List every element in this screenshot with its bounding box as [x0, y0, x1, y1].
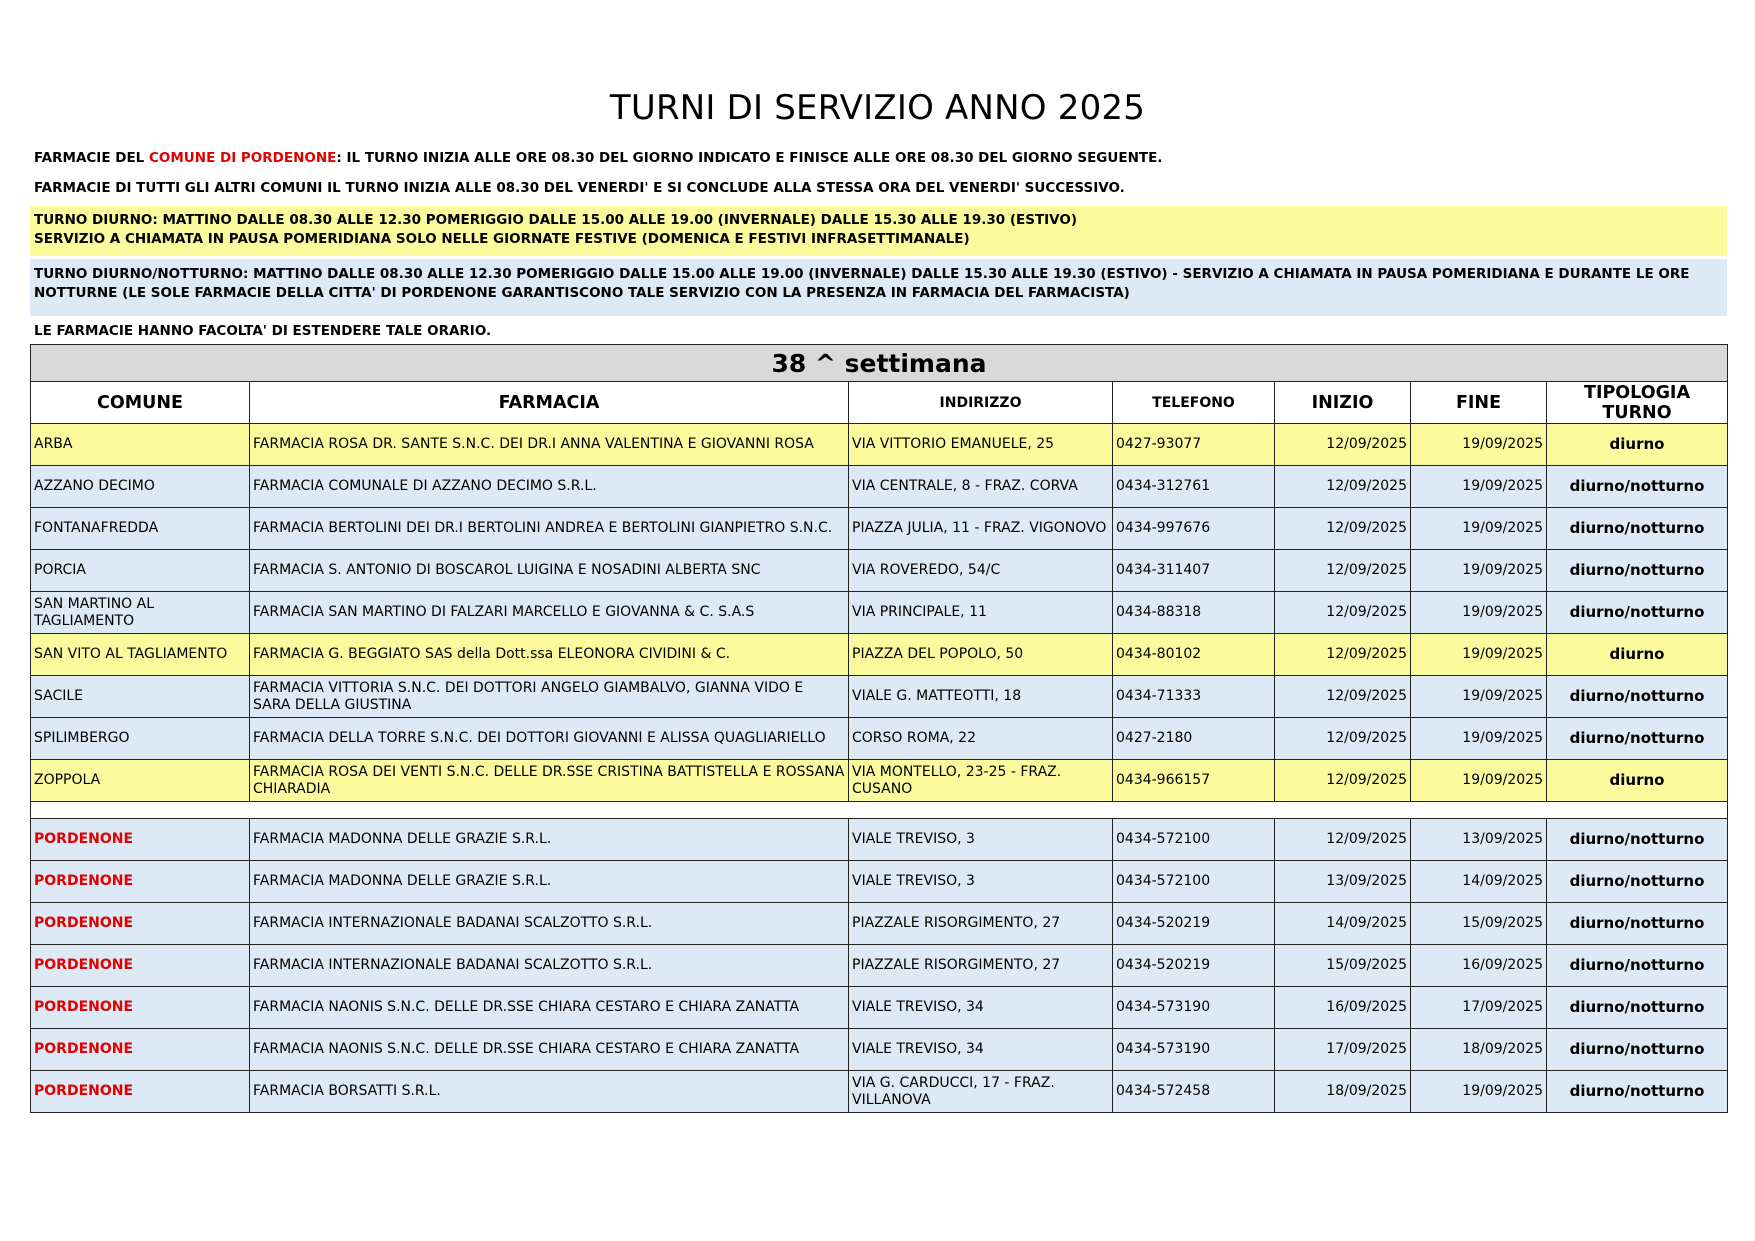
- table-row: [31, 634, 1728, 676]
- cell-tipologia: diurno/notturno: [1547, 592, 1728, 634]
- cell-farmacia: FARMACIA VITTORIA S.N.C. DEI DOTTORI ANGELO GIAMBALVO, GIANNA VIDO E SARA DELLA GIUSTINA: [250, 676, 849, 718]
- header-tipologia: TIPOLOGIA TURNO: [1547, 382, 1728, 424]
- cell-comune: SACILE: [31, 676, 250, 718]
- header-telefono: TELEFONO: [1113, 382, 1275, 424]
- cell-tipologia: diurno/notturno: [1547, 987, 1728, 1029]
- cell-fine: 14/09/2025: [1411, 861, 1547, 903]
- cell-tipologia: diurno: [1547, 634, 1728, 676]
- table-row: [31, 760, 1728, 802]
- cell-telefono: 0434-80102: [1113, 634, 1275, 676]
- cell-indirizzo: PIAZZALE RISORGIMENTO, 27: [849, 903, 1113, 945]
- cell-comune: PORDENONE: [31, 1029, 250, 1071]
- cell-indirizzo: PIAZZA DEL POPOLO, 50: [849, 634, 1113, 676]
- cell-tipologia: diurno/notturno: [1547, 466, 1728, 508]
- cell-tipologia: diurno/notturno: [1547, 1071, 1728, 1113]
- cell-indirizzo: VIA CENTRALE, 8 - FRAZ. CORVA: [849, 466, 1113, 508]
- cell-tipologia: diurno/notturno: [1547, 508, 1728, 550]
- cell-telefono: 0427-2180: [1113, 718, 1275, 760]
- cell-telefono: 0434-572458: [1113, 1071, 1275, 1113]
- cell-fine: 16/09/2025: [1411, 945, 1547, 987]
- table-row: [31, 1029, 1728, 1071]
- cell-comune: ZOPPOLA: [31, 760, 250, 802]
- cell-farmacia: FARMACIA SAN MARTINO DI FALZARI MARCELLO E GIOVANNA & C. S.A.S: [250, 592, 849, 634]
- cell-telefono: 0427-93077: [1113, 424, 1275, 466]
- cell-telefono: 0434-520219: [1113, 945, 1275, 987]
- cell-telefono: 0434-997676: [1113, 508, 1275, 550]
- cell-comune: ARBA: [31, 424, 250, 466]
- cell-telefono: 0434-88318: [1113, 592, 1275, 634]
- cell-indirizzo: VIA VITTORIO EMANUELE, 25: [849, 424, 1113, 466]
- cell-indirizzo: VIA PRINCIPALE, 11: [849, 592, 1113, 634]
- note-suffix: : IL TURNO INIZIA ALLE ORE 08.30 DEL GIORNO INDICATO E FINISCE ALLE ORE 08.30 DEL GIORNO SEGUENTE.: [336, 150, 1163, 166]
- cell-fine: 19/09/2025: [1411, 508, 1547, 550]
- cell-fine: 19/09/2025: [1411, 718, 1547, 760]
- note-turno-notturno: TURNO DIURNO/NOTTURNO: MATTINO DALLE 08.30 ALLE 12.30 POMERIGGIO DALLE 15.00 ALLE 19.00 (INVERNALE) DALLE 15.30 ALLE 19.30 (ESTIVO) - SERVIZIO A CHIAMATA IN PAUSA POMERIDIANA E DURANTE LE ORE NOTTURNE (LE SOLE FARMACIE DELLA CITTA' DI PORDENONE GARANTISCONO TALE SERVIZIO CON LA PRESENZA IN FARMACIA DEL FARMACISTA): [30, 259, 1727, 316]
- cell-telefono: 0434-572100: [1113, 819, 1275, 861]
- cell-indirizzo: VIALE G. MATTEOTTI, 18: [849, 676, 1113, 718]
- cell-indirizzo: VIA G. CARDUCCI, 17 - FRAZ. VILLANOVA: [849, 1071, 1113, 1113]
- cell-inizio: 12/09/2025: [1275, 550, 1411, 592]
- cell-indirizzo: VIALE TREVISO, 34: [849, 987, 1113, 1029]
- table-row: [31, 508, 1728, 550]
- cell-farmacia: FARMACIA DELLA TORRE S.N.C. DEI DOTTORI GIOVANNI E ALISSA QUAGLIARIELLO: [250, 718, 849, 760]
- cell-fine: 19/09/2025: [1411, 1071, 1547, 1113]
- cell-inizio: 12/09/2025: [1275, 466, 1411, 508]
- cell-tipologia: diurno/notturno: [1547, 819, 1728, 861]
- cell-fine: 19/09/2025: [1411, 760, 1547, 802]
- cell-inizio: 12/09/2025: [1275, 676, 1411, 718]
- cell-farmacia: FARMACIA BORSATTI S.R.L.: [250, 1071, 849, 1113]
- cell-comune: PORDENONE: [31, 987, 250, 1029]
- cell-tipologia: diurno/notturno: [1547, 1029, 1728, 1071]
- cell-comune: PORDENONE: [31, 945, 250, 987]
- cell-farmacia: FARMACIA MADONNA DELLE GRAZIE S.R.L.: [250, 819, 849, 861]
- cell-comune: AZZANO DECIMO: [31, 466, 250, 508]
- cell-farmacia: FARMACIA ROSA DEI VENTI S.N.C. DELLE DR.SSE CRISTINA BATTISTELLA E ROSSANA CHIARADIA: [250, 760, 849, 802]
- cell-indirizzo: VIA ROVEREDO, 54/C: [849, 550, 1113, 592]
- cell-comune: PORDENONE: [31, 903, 250, 945]
- cell-telefono: 0434-311407: [1113, 550, 1275, 592]
- cell-inizio: 12/09/2025: [1275, 508, 1411, 550]
- note-diurno-servizio: SERVIZIO A CHIAMATA IN PAUSA POMERIDIANA SOLO NELLE GIORNATE FESTIVE (DOMENICA E FESTIVI INFRASETTIMANALE): [34, 231, 970, 247]
- cell-telefono: 0434-312761: [1113, 466, 1275, 508]
- cell-farmacia: FARMACIA G. BEGGIATO SAS della Dott.ssa ELEONORA CIVIDINI & C.: [250, 634, 849, 676]
- cell-tipologia: diurno/notturno: [1547, 861, 1728, 903]
- cell-comune: SAN VITO AL TAGLIAMENTO: [31, 634, 250, 676]
- note-altri-comuni: FARMACIE DI TUTTI GLI ALTRI COMUNI IL TURNO INIZIA ALLE 08.30 DEL VENERDI' E SI CONCLUDE ALLA STESSA ORA DEL VENERDI' SUCCESSIVO.: [34, 180, 1125, 196]
- cell-indirizzo: VIALE TREVISO, 3: [849, 861, 1113, 903]
- header-indirizzo: INDIRIZZO: [849, 382, 1113, 424]
- cell-comune: FONTANAFREDDA: [31, 508, 250, 550]
- cell-tipologia: diurno/notturno: [1547, 676, 1728, 718]
- table-row: [31, 466, 1728, 508]
- cell-comune: SAN MARTINO AL TAGLIAMENTO: [31, 592, 250, 634]
- page-title: TURNI DI SERVIZIO ANNO 2025: [609, 88, 1146, 128]
- cell-inizio: 12/09/2025: [1275, 819, 1411, 861]
- header-comune: COMUNE: [31, 382, 250, 424]
- cell-inizio: 14/09/2025: [1275, 903, 1411, 945]
- cell-farmacia: FARMACIA BERTOLINI DEI DR.I BERTOLINI ANDREA E BERTOLINI GIANPIETRO S.N.C.: [250, 508, 849, 550]
- cell-fine: 19/09/2025: [1411, 424, 1547, 466]
- cell-fine: 19/09/2025: [1411, 466, 1547, 508]
- cell-farmacia: FARMACIA COMUNALE DI AZZANO DECIMO S.R.L.: [250, 466, 849, 508]
- cell-farmacia: FARMACIA MADONNA DELLE GRAZIE S.R.L.: [250, 861, 849, 903]
- cell-tipologia: diurno/notturno: [1547, 903, 1728, 945]
- cell-comune: PORDENONE: [31, 861, 250, 903]
- cell-inizio: 13/09/2025: [1275, 861, 1411, 903]
- week-header-row: [31, 345, 1728, 382]
- cell-comune: PORDENONE: [31, 819, 250, 861]
- turni-table-body: [31, 424, 1728, 1113]
- spacer-cell: [31, 802, 1728, 819]
- cell-inizio: 15/09/2025: [1275, 945, 1411, 987]
- cell-fine: 19/09/2025: [1411, 676, 1547, 718]
- note-prefix: FARMACIE DEL: [34, 150, 149, 166]
- cell-telefono: 0434-71333: [1113, 676, 1275, 718]
- cell-comune: PORCIA: [31, 550, 250, 592]
- column-header-row: [31, 382, 1728, 424]
- table-row: [31, 945, 1728, 987]
- table-row: [31, 987, 1728, 1029]
- cell-indirizzo: PIAZZALE RISORGIMENTO, 27: [849, 945, 1113, 987]
- cell-farmacia: FARMACIA NAONIS S.N.C. DELLE DR.SSE CHIARA CESTARO E CHIARA ZANATTA: [250, 1029, 849, 1071]
- cell-telefono: 0434-520219: [1113, 903, 1275, 945]
- header-inizio: INIZIO: [1275, 382, 1411, 424]
- cell-inizio: 16/09/2025: [1275, 987, 1411, 1029]
- cell-comune: SPILIMBERGO: [31, 718, 250, 760]
- spacer-row: [31, 802, 1728, 819]
- cell-telefono: 0434-573190: [1113, 1029, 1275, 1071]
- cell-tipologia: diurno/notturno: [1547, 550, 1728, 592]
- cell-inizio: 12/09/2025: [1275, 718, 1411, 760]
- table-row: [31, 676, 1728, 718]
- note-diurno-orario: TURNO DIURNO: MATTINO DALLE 08.30 ALLE 12.30 POMERIGGIO DALLE 15.00 ALLE 19.00 (INVERNALE) DALLE 15.30 ALLE 19.30 (ESTIVO): [34, 212, 1078, 228]
- cell-indirizzo: PIAZZA JULIA, 11 - FRAZ. VIGONOVO: [849, 508, 1113, 550]
- table-row: [31, 592, 1728, 634]
- week-label: 38 ^ settimana: [31, 345, 1728, 382]
- cell-fine: 19/09/2025: [1411, 634, 1547, 676]
- cell-inizio: 12/09/2025: [1275, 424, 1411, 466]
- note-comune-highlight: COMUNE DI PORDENONE: [148, 150, 337, 166]
- cell-fine: 19/09/2025: [1411, 592, 1547, 634]
- cell-tipologia: diurno/notturno: [1547, 945, 1728, 987]
- cell-indirizzo: VIA MONTELLO, 23-25 - FRAZ. CUSANO: [849, 760, 1113, 802]
- note-pordenone-turno: [30, 149, 1727, 168]
- cell-tipologia: diurno: [1547, 760, 1728, 802]
- table-row: [31, 424, 1728, 466]
- header-farmacia: FARMACIA: [250, 382, 849, 424]
- cell-inizio: 17/09/2025: [1275, 1029, 1411, 1071]
- cell-inizio: 12/09/2025: [1275, 760, 1411, 802]
- cell-fine: 19/09/2025: [1411, 550, 1547, 592]
- table-row: [31, 550, 1728, 592]
- cell-telefono: 0434-572100: [1113, 861, 1275, 903]
- cell-fine: 18/09/2025: [1411, 1029, 1547, 1071]
- turni-table: [30, 344, 1728, 1113]
- cell-farmacia: FARMACIA NAONIS S.N.C. DELLE DR.SSE CHIARA CESTARO E CHIARA ZANATTA: [250, 987, 849, 1029]
- table-row: [31, 1071, 1728, 1113]
- cell-telefono: 0434-966157: [1113, 760, 1275, 802]
- cell-tipologia: diurno: [1547, 424, 1728, 466]
- cell-inizio: 12/09/2025: [1275, 592, 1411, 634]
- cell-indirizzo: VIALE TREVISO, 34: [849, 1029, 1113, 1071]
- cell-farmacia: FARMACIA S. ANTONIO DI BOSCAROL LUIGINA E NOSADINI ALBERTA SNC: [250, 550, 849, 592]
- cell-comune: PORDENONE: [31, 1071, 250, 1113]
- header-fine: FINE: [1411, 382, 1547, 424]
- cell-indirizzo: CORSO ROMA, 22: [849, 718, 1113, 760]
- cell-inizio: 18/09/2025: [1275, 1071, 1411, 1113]
- table-row: [31, 903, 1728, 945]
- note-turno-diurno: [30, 206, 1727, 256]
- cell-farmacia: FARMACIA ROSA DR. SANTE S.N.C. DEI DR.I ANNA VALENTINA E GIOVANNI ROSA: [250, 424, 849, 466]
- cell-farmacia: FARMACIA INTERNAZIONALE BADANAI SCALZOTTO S.R.L.: [250, 945, 849, 987]
- cell-fine: 17/09/2025: [1411, 987, 1547, 1029]
- cell-tipologia: diurno/notturno: [1547, 718, 1728, 760]
- table-row: [31, 861, 1728, 903]
- cell-farmacia: FARMACIA INTERNAZIONALE BADANAI SCALZOTTO S.R.L.: [250, 903, 849, 945]
- table-row: [31, 819, 1728, 861]
- cell-telefono: 0434-573190: [1113, 987, 1275, 1029]
- table-row: [31, 718, 1728, 760]
- note-facolta: LE FARMACIE HANNO FACOLTA' DI ESTENDERE TALE ORARIO.: [34, 323, 492, 339]
- cell-fine: 15/09/2025: [1411, 903, 1547, 945]
- cell-inizio: 12/09/2025: [1275, 634, 1411, 676]
- cell-indirizzo: VIALE TREVISO, 3: [849, 819, 1113, 861]
- cell-fine: 13/09/2025: [1411, 819, 1547, 861]
